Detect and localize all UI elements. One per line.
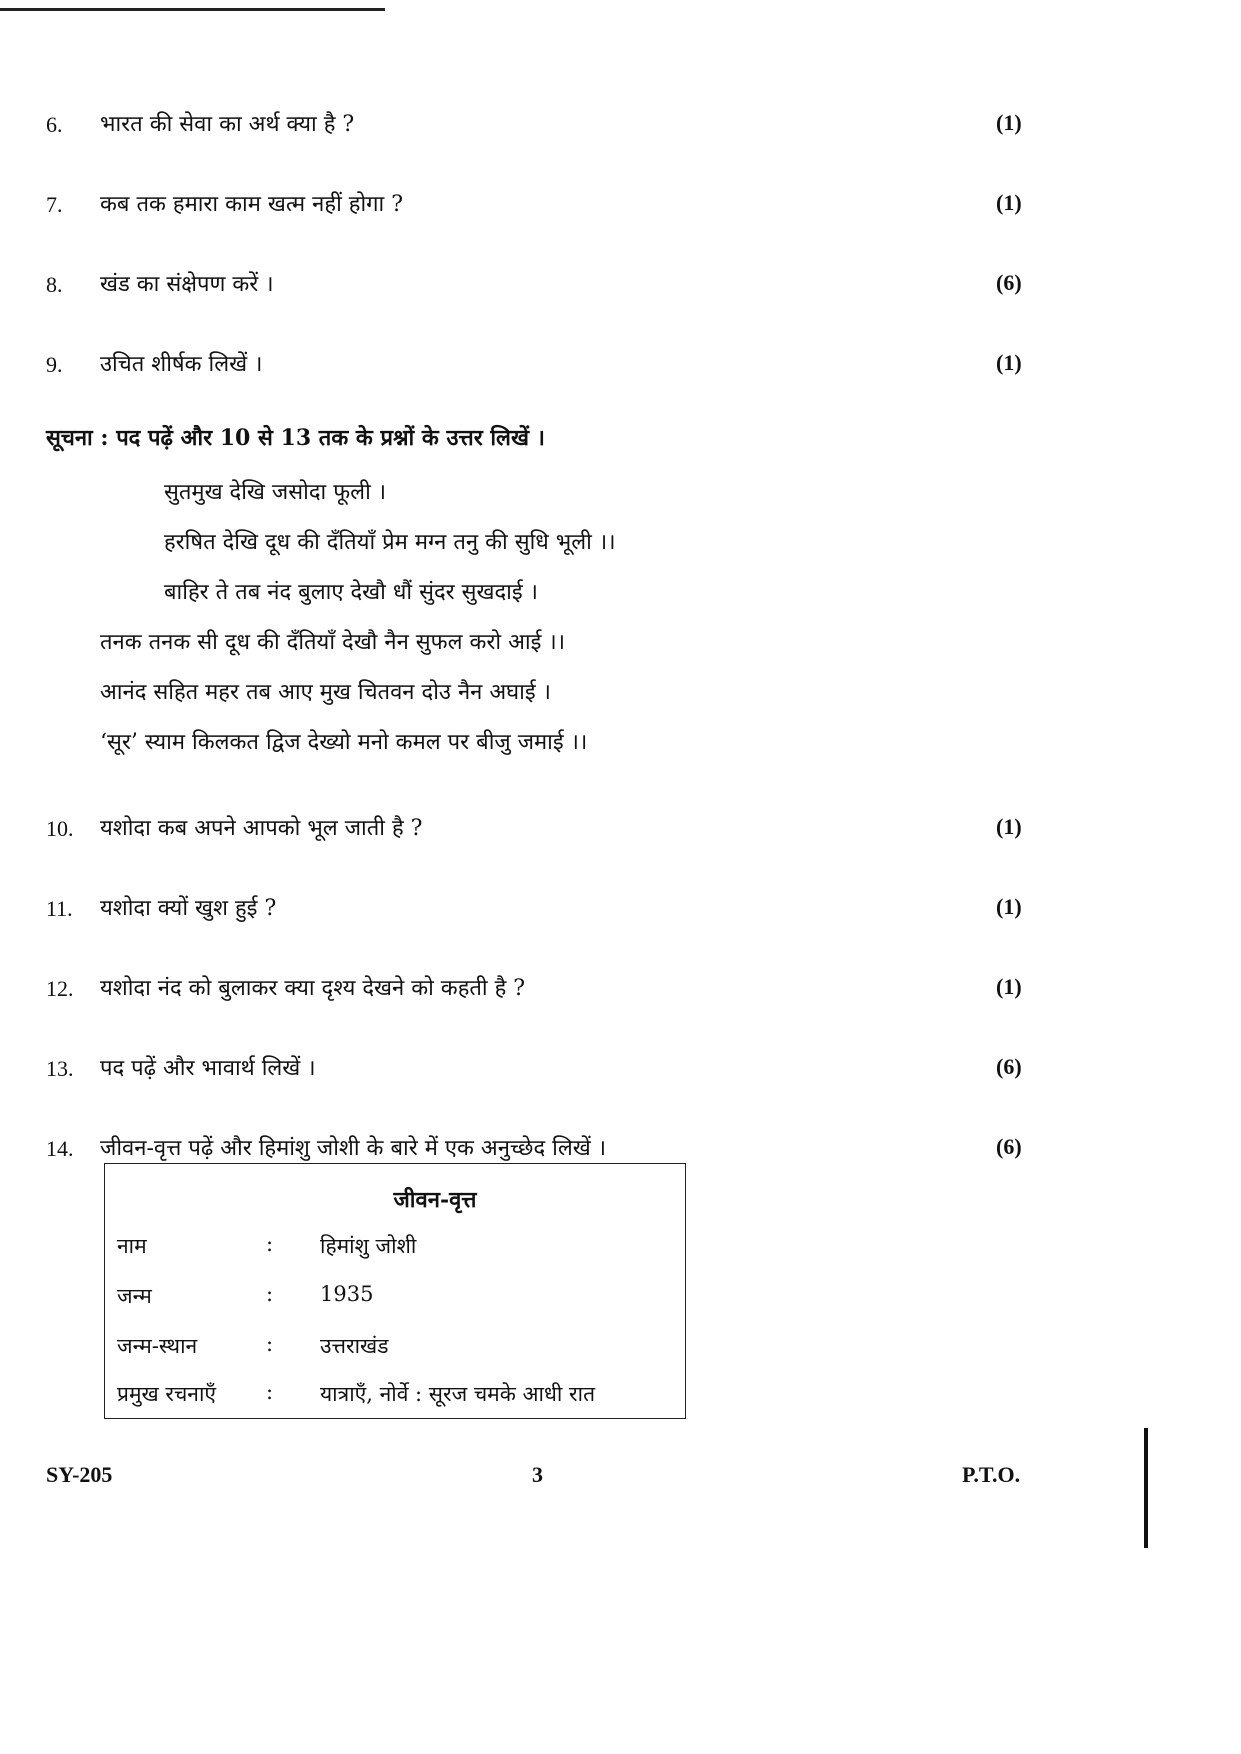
question-number: 7. (46, 192, 63, 217)
biography-colon: : (266, 1332, 274, 1356)
biography-label: नाम (117, 1234, 147, 1258)
question-12 (0, 972, 1241, 1012)
question-marks: (6) (996, 270, 1022, 295)
biography-row (105, 1380, 685, 1420)
question-9 (0, 348, 1241, 388)
question-text: भारत की सेवा का अर्थ क्या है ? (100, 112, 355, 137)
question-13 (0, 1052, 1241, 1092)
top-rule (0, 8, 385, 11)
question-11 (0, 892, 1241, 932)
poem-line: बाहिर ते तब नंद बुलाए देखौ धौं सुंदर सुखदाई । (164, 580, 538, 605)
poem-line: हरषित देखि दूध की दँतियाँ प्रेम मग्न तनु की सुधि भूली ।। (164, 530, 616, 555)
question-10 (0, 812, 1241, 852)
question-marks: (1) (996, 974, 1022, 999)
biography-label: जन्म (117, 1284, 152, 1308)
biography-value: हिमांशु जोशी (320, 1234, 417, 1258)
question-text: यशोदा कब अपने आपको भूल जाती है ? (100, 816, 423, 841)
question-6 (0, 108, 1241, 148)
biography-colon: : (266, 1232, 274, 1256)
poem-line: आनंद सहित महर तब आए मुख चितवन दोउ नैन अघाई । (100, 680, 551, 705)
biography-label: प्रमुख रचनाएँ (117, 1382, 216, 1406)
poem-line: सुतमुख देखि जसोदा फूली । (164, 480, 387, 505)
poem-line: तनक तनक सी दूध की दँतियाँ देखौ नैन सुफल करो आई ।। (100, 630, 566, 655)
question-text: उचित शीर्षक लिखें । (100, 352, 263, 377)
margin-bar (1144, 1428, 1148, 1548)
paper-code: SY-205 (46, 1462, 113, 1487)
biography-row (105, 1332, 685, 1372)
biography-colon: : (266, 1380, 274, 1404)
question-text: यशोदा नंद को बुलाकर क्या दृश्य देखने को कहती है ? (100, 976, 526, 1001)
question-number: 11. (46, 896, 73, 921)
page-number: 3 (532, 1462, 543, 1487)
poem-line: ‘सूर’ स्याम किलकत द्विज देख्यो मनो कमल पर बीजु जमाई ।। (100, 730, 588, 755)
biography-value: यात्राएँ, नोर्वे : सूरज चमके आधी रात (320, 1382, 596, 1406)
question-number: 9. (46, 352, 63, 377)
biography-row (105, 1282, 685, 1322)
biography-box (104, 1163, 686, 1419)
biography-label: जन्म-स्थान (117, 1334, 198, 1358)
question-number: 14. (46, 1136, 74, 1161)
question-number: 10. (46, 816, 74, 841)
pto-label: P.T.O. (962, 1462, 1021, 1487)
biography-value: उत्तराखंड (320, 1334, 389, 1358)
question-text: खंड का संक्षेपण करें । (100, 272, 274, 297)
question-number: 8. (46, 272, 63, 297)
question-text: कब तक हमारा काम खत्म नहीं होगा ? (100, 192, 404, 217)
biography-title: जीवन-वृत्त (393, 1187, 477, 1213)
question-marks: (1) (996, 110, 1022, 135)
question-marks: (1) (996, 350, 1022, 375)
question-marks: (1) (996, 814, 1022, 839)
question-marks: (1) (996, 190, 1022, 215)
question-7 (0, 188, 1241, 228)
question-text: जीवन-वृत्त पढ़ें और हिमांशु जोशी के बारे में एक अनुच्छेद लिखें । (100, 1136, 607, 1161)
question-text: पद पढ़ें और भावार्थ लिखें । (100, 1056, 316, 1081)
question-marks: (6) (996, 1134, 1022, 1159)
question-number: 12. (46, 976, 74, 1001)
biography-value: 1935 (320, 1282, 374, 1306)
question-marks: (6) (996, 1054, 1022, 1079)
question-marks: (1) (996, 894, 1022, 919)
question-number: 6. (46, 112, 63, 137)
notice-instruction: सूचना : पद पढ़ें और 10 से 13 तक के प्रश्नों के उत्तर लिखें । (46, 425, 545, 451)
biography-row (105, 1232, 685, 1272)
biography-colon: : (266, 1282, 274, 1306)
question-number: 13. (46, 1056, 74, 1081)
question-8 (0, 268, 1241, 308)
question-text: यशोदा क्यों खुश हुई ? (100, 896, 277, 921)
